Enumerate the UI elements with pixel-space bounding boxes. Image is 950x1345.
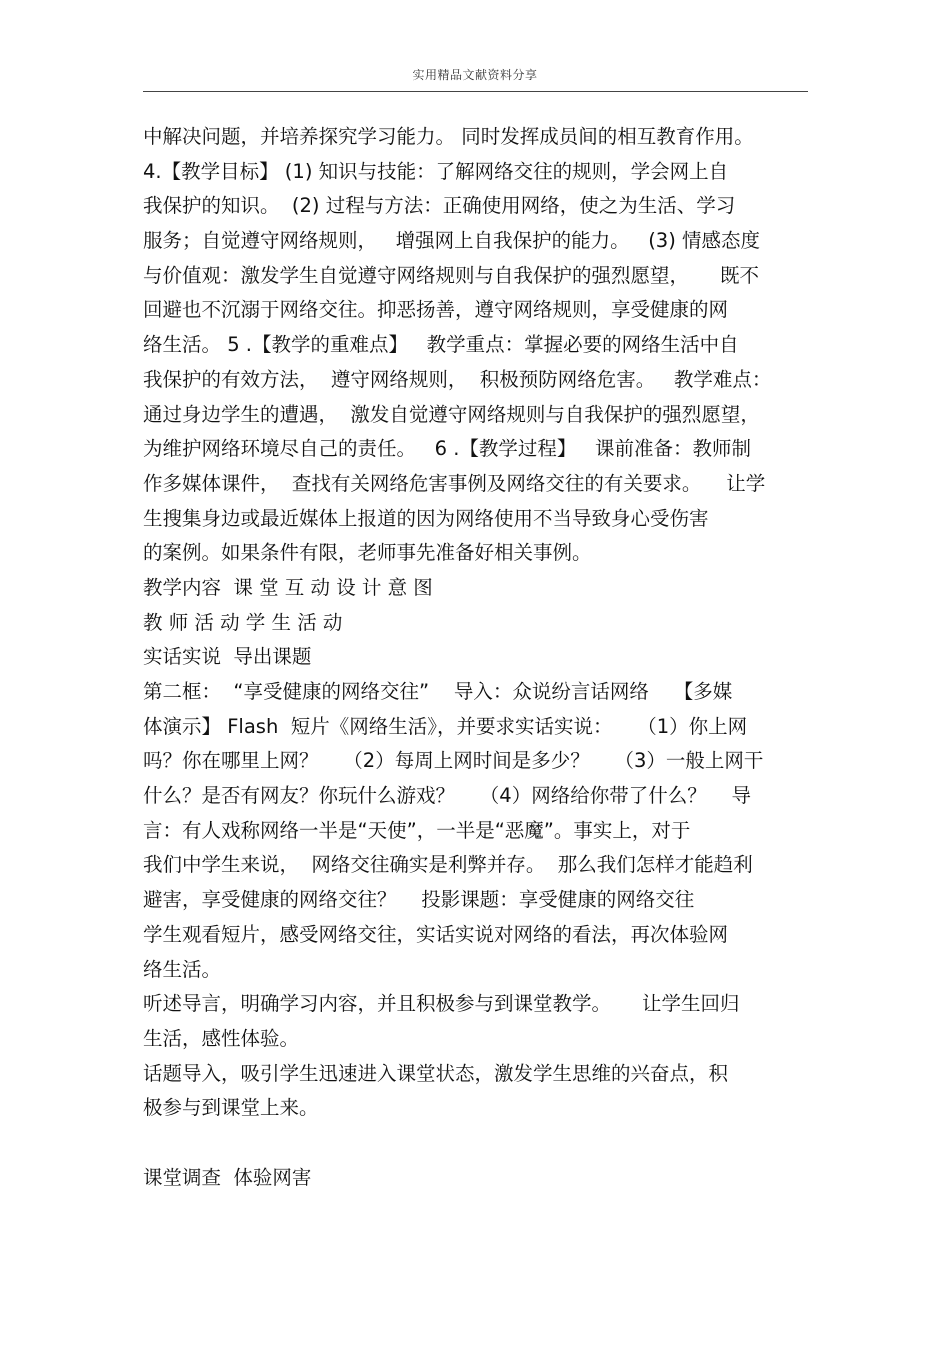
text-line: 第二框： “享受健康的网络交往” 导入：众说纷言话网络 【多媒 [143,680,733,703]
text-line: 学生观看短片，感受网络交往，实话实说对网络的看法，再次体验网 [143,922,729,946]
blank-line [143,1126,811,1161]
text-line: 络生活。 5 .【教学的重难点】 教学重点：掌握必要的网络生活中自 [143,333,739,357]
text-line: 体演示】 Flash 短片《网络生活》，并要求实话实说： （1）你上网 [143,714,748,738]
text-line: 言：有人戏称网络一半是“天使”，一半是“恶魔”。事实上，对于 [143,818,691,842]
text-line: 络生活。 [143,957,222,981]
text-line: 回避也不沉溺于网络交往。抑恶扬善，遵守网络规则，享受健康的网 [143,298,729,322]
text-line: 教学内容 课 堂 互 动 设 计 意 图 [143,575,433,599]
text-line: 与价值观：激发学生自觉遵守网络规则与自我保护的强烈愿望， 既不 [143,263,759,287]
text-line: 话题导入，吸引学生迅速进入课堂状态，激发学生思维的兴奋点，积 [143,1061,729,1085]
text-line: 我们中学生来说， 网络交往确实是利弊并存。 那么我们怎样才能趋利 [143,853,753,877]
text-line: 我保护的有效方法， 遵守网络规则， 积极预防网络危害。 教学难点： [143,367,772,391]
text-line: 听述导言，明确学习内容，并且积极参与到课堂教学。 让学生回归 [143,992,740,1016]
text-line: 生活，感性体验。 [143,1026,300,1050]
text-line: 通过身边学生的遭遇， 激发自觉遵守网络规则与自我保护的强烈愿望， [143,402,760,426]
text-line: 作多媒体课件， 查找有关网络危害事例及网络交往的有关要求。 让学 [143,471,766,495]
text-line: 4.【教学目标】 (1) 知识与技能：了解网络交往的规则，学会网上自 [143,159,729,183]
text-line: 吗？你在哪里上网？ （2）每周上网时间是多少？ （3）一般上网干 [143,749,764,773]
text-line: 什么？是否有网友？你玩什么游戏？ （4）网络给你带了什么？ 导 [143,784,751,808]
text-line: 实话实说 导出课题 [143,645,312,669]
text-line: 生搜集身边或最近媒体上报道的因为网络使用不当导致身心受伤害 [143,506,709,530]
text-line: 为维护网络环境尽自己的责任。 6 .【教学过程】 课前准备：教师制 [143,437,751,461]
text-line: 中解决问题，并培养探究学习能力。 同时发挥成员间的相互教育作用。 [143,125,754,148]
text-line: 避害，享受健康的网络交往？ 投影课题：享受健康的网络交往 [143,888,695,912]
document-body [143,120,811,1195]
text-line: 服务；自觉遵守网络规则， 增强网上自我保护的能力。 (3) 情感态度 [143,229,761,253]
header-divider [143,91,808,92]
text-line: 极参与到课堂上来。 [143,1096,319,1120]
text-line: 教 师 活 动 学 生 活 动 [143,610,343,634]
section-heading: 课堂调查 体验网害 [143,1165,312,1189]
page-header: 实用精品文献资料分享 [412,68,538,82]
text-line: 我保护的知识。 (2) 过程与方法：正确使用网络，使之为生活、学习 [143,194,736,218]
text-line: 的案例。如果条件有限，老师事先准备好相关事例。 [143,541,592,565]
